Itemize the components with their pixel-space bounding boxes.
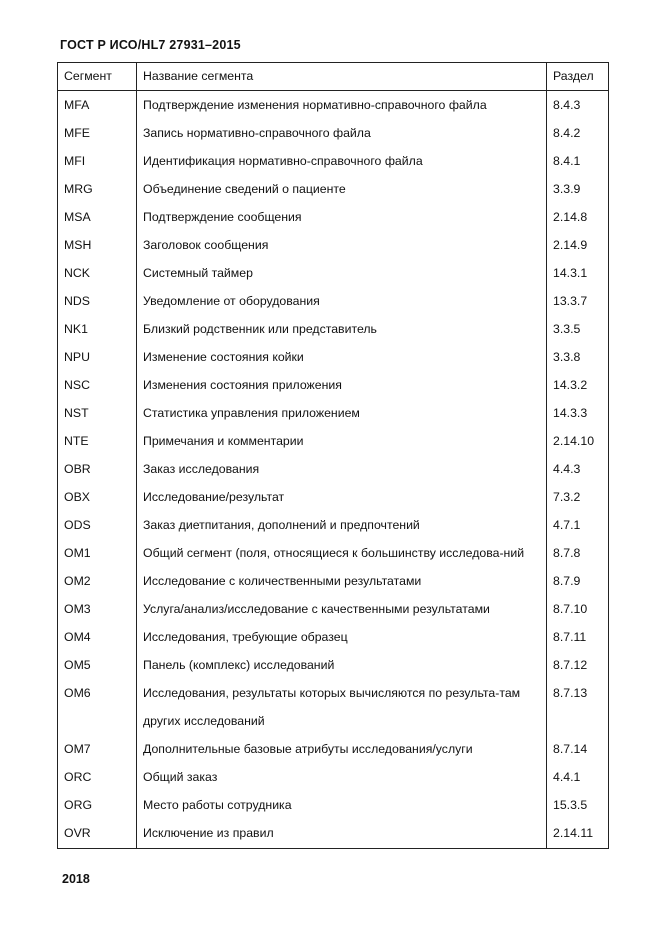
table-row xyxy=(58,511,609,539)
segment-name-cell: Запись нормативно-справочного файла xyxy=(137,119,547,147)
table-row xyxy=(58,203,609,231)
section-ref-cell: 2.14.9 xyxy=(547,231,609,259)
segment-name-cell: Заголовок сообщения xyxy=(137,231,547,259)
segment-name-cell: Подтверждение изменения нормативно-справочного файла xyxy=(137,91,547,120)
segment-name-cell: Заказ исследования xyxy=(137,455,547,483)
section-ref-cell: 2.14.10 xyxy=(547,427,609,455)
segment-code-cell: ORC xyxy=(58,763,137,791)
table-row xyxy=(58,427,609,455)
segment-name-cell: Дополнительные базовые атрибуты исследования/услуги xyxy=(137,735,547,763)
column-header-section: Раздел xyxy=(547,63,609,91)
section-ref-cell: 15.3.5 xyxy=(547,791,609,819)
table-row xyxy=(58,791,609,819)
table-row xyxy=(58,371,609,399)
segment-name-cell: Панель (комплекс) исследований xyxy=(137,651,547,679)
segment-code-cell: OM4 xyxy=(58,623,137,651)
segment-name-cell: Подтверждение сообщения xyxy=(137,203,547,231)
segment-name-cell: Исследование с количественными результатами xyxy=(137,567,547,595)
segment-code-cell: OM3 xyxy=(58,595,137,623)
segment-code-cell: NDS xyxy=(58,287,137,315)
section-ref-cell: 8.7.8 xyxy=(547,539,609,567)
column-header-segment: Сегмент xyxy=(58,63,137,91)
section-ref-cell: 8.4.1 xyxy=(547,147,609,175)
table-row xyxy=(58,679,609,735)
table-row xyxy=(58,315,609,343)
section-ref-cell: 3.3.9 xyxy=(547,175,609,203)
segment-name-cell: Изменения состояния приложения xyxy=(137,371,547,399)
table-header-row xyxy=(58,63,609,91)
segment-code-cell: MRG xyxy=(58,175,137,203)
section-ref-cell: 8.7.12 xyxy=(547,651,609,679)
table-row xyxy=(58,623,609,651)
section-ref-cell: 4.7.1 xyxy=(547,511,609,539)
segment-code-cell: MFI xyxy=(58,147,137,175)
segment-code-cell: OVR xyxy=(58,819,137,849)
table-row xyxy=(58,343,609,371)
section-ref-cell: 8.7.13 xyxy=(547,679,609,735)
table-row xyxy=(58,399,609,427)
segment-name-cell: Исследования, требующие образец xyxy=(137,623,547,651)
table-row xyxy=(58,91,609,120)
segment-name-cell: Примечания и комментарии xyxy=(137,427,547,455)
segment-name-cell: Уведомление от оборудования xyxy=(137,287,547,315)
segment-name-cell: Близкий родственник или представитель xyxy=(137,315,547,343)
section-ref-cell: 4.4.1 xyxy=(547,763,609,791)
segment-code-cell: MSH xyxy=(58,231,137,259)
segment-name-cell: Услуга/анализ/исследование с качественными результатами xyxy=(137,595,547,623)
section-ref-cell: 14.3.1 xyxy=(547,259,609,287)
table-row xyxy=(58,651,609,679)
segment-name-cell: Исследования, результаты которых вычисляются по результа-там других исследований xyxy=(137,679,547,735)
section-ref-cell: 8.7.11 xyxy=(547,623,609,651)
table-row xyxy=(58,763,609,791)
segment-name-cell: Общий заказ xyxy=(137,763,547,791)
segment-code-cell: ORG xyxy=(58,791,137,819)
segment-code-cell: OM2 xyxy=(58,567,137,595)
segment-code-cell: OBR xyxy=(58,455,137,483)
segment-code-cell: NCK xyxy=(58,259,137,287)
segment-code-cell: NK1 xyxy=(58,315,137,343)
section-ref-cell: 3.3.5 xyxy=(547,315,609,343)
section-ref-cell: 3.3.8 xyxy=(547,343,609,371)
table-row xyxy=(58,175,609,203)
segment-name-cell: Исключение из правил xyxy=(137,819,547,849)
segment-code-cell: MSA xyxy=(58,203,137,231)
segment-code-cell: OM6 xyxy=(58,679,137,735)
table-row xyxy=(58,567,609,595)
section-ref-cell: 8.4.2 xyxy=(547,119,609,147)
table-row xyxy=(58,595,609,623)
table-row xyxy=(58,455,609,483)
table-row xyxy=(58,819,609,849)
section-ref-cell: 2.14.8 xyxy=(547,203,609,231)
segment-name-cell: Заказ диетпитания, дополнений и предпочтений xyxy=(137,511,547,539)
section-ref-cell: 4.4.3 xyxy=(547,455,609,483)
segment-code-cell: NTE xyxy=(58,427,137,455)
segment-name-cell: Общий сегмент (поля, относящиеся к большинству исследова-ний xyxy=(137,539,547,567)
table-row xyxy=(58,287,609,315)
table-row xyxy=(58,259,609,287)
section-ref-cell: 13.3.7 xyxy=(547,287,609,315)
segment-code-cell: NST xyxy=(58,399,137,427)
segment-name-cell: Объединение сведений о пациенте xyxy=(137,175,547,203)
section-ref-cell: 8.7.9 xyxy=(547,567,609,595)
section-ref-cell: 7.3.2 xyxy=(547,483,609,511)
segment-code-cell: NSC xyxy=(58,371,137,399)
segment-name-cell: Системный таймер xyxy=(137,259,547,287)
table-row xyxy=(58,483,609,511)
section-ref-cell: 14.3.2 xyxy=(547,371,609,399)
segment-code-cell: OM1 xyxy=(58,539,137,567)
table-row xyxy=(58,231,609,259)
segments-table xyxy=(57,62,609,849)
section-ref-cell: 8.7.14 xyxy=(547,735,609,763)
segment-code-cell: ODS xyxy=(58,511,137,539)
section-ref-cell: 8.7.10 xyxy=(547,595,609,623)
section-ref-cell: 14.3.3 xyxy=(547,399,609,427)
segment-name-cell: Идентификация нормативно-справочного файла xyxy=(137,147,547,175)
table-row xyxy=(58,735,609,763)
table-row xyxy=(58,119,609,147)
segment-code-cell: MFE xyxy=(58,119,137,147)
section-ref-cell: 8.4.3 xyxy=(547,91,609,120)
column-header-name: Название сегмента xyxy=(137,63,547,91)
segment-code-cell: MFA xyxy=(58,91,137,120)
document-header: ГОСТ Р ИСО/HL7 27931–2015 xyxy=(60,38,241,52)
segment-name-cell: Изменение состояния койки xyxy=(137,343,547,371)
segment-code-cell: OBX xyxy=(58,483,137,511)
segment-code-cell: NPU xyxy=(58,343,137,371)
segment-code-cell: OM7 xyxy=(58,735,137,763)
segment-code-cell: OM5 xyxy=(58,651,137,679)
segment-name-cell: Исследование/результат xyxy=(137,483,547,511)
table-row xyxy=(58,539,609,567)
table-row xyxy=(58,147,609,175)
section-ref-cell: 2.14.11 xyxy=(547,819,609,849)
segment-name-cell: Статистика управления приложением xyxy=(137,399,547,427)
segment-name-cell: Место работы сотрудника xyxy=(137,791,547,819)
page-number: 2018 xyxy=(62,872,90,886)
